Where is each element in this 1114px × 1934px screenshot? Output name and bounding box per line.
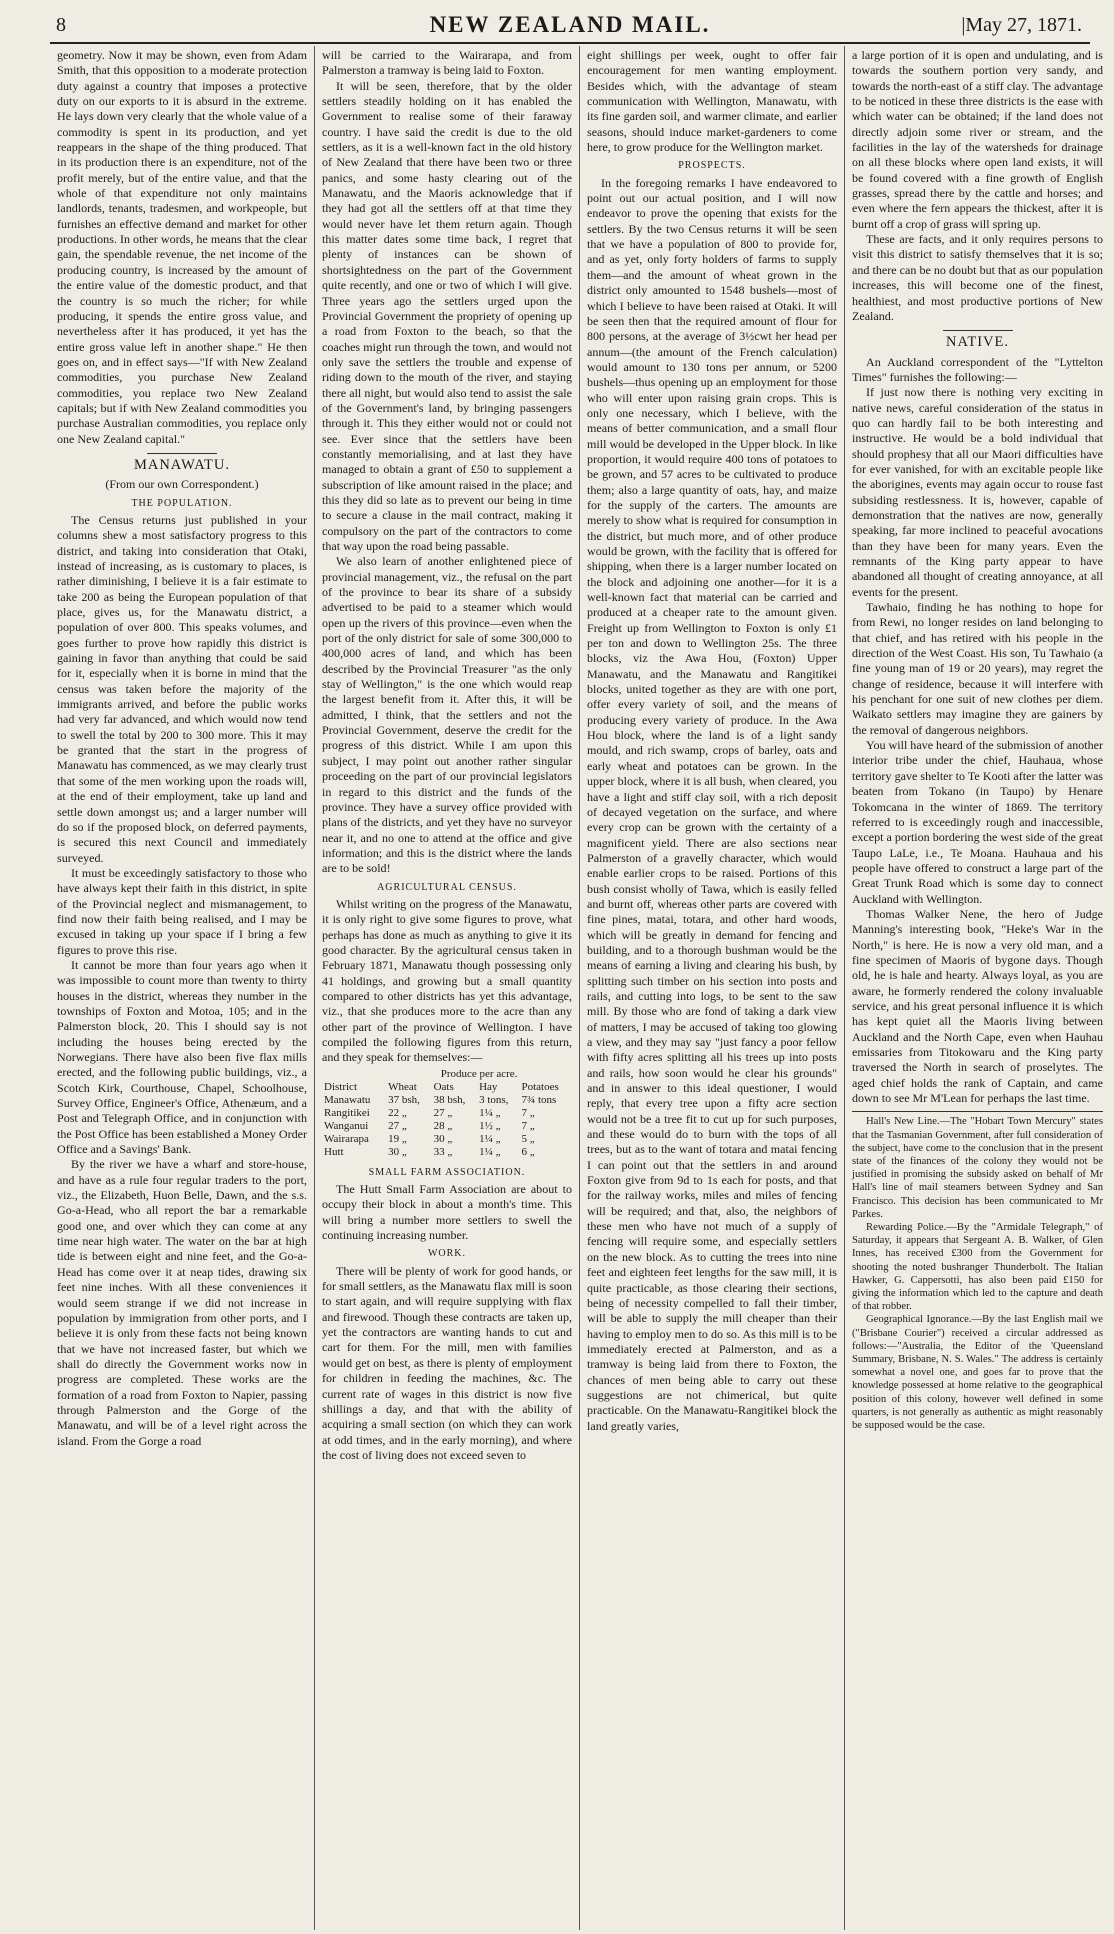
table-cell: 38 bsh, (433, 1093, 466, 1106)
column-2 (315, 46, 580, 1930)
masthead (50, 8, 1090, 44)
subheading: THE POPULATION. (131, 497, 233, 509)
paragraph: We also learn of another enlightened piece of provincial management, viz., the refusal on the part of the province to bear its share of a subsidy advertised to be paid to a steamer which would open up the rivers of this province—even when the port of the only district for sale of some 300,000 to 400,000 acres of land, and which has been described by the Provincial Treasurer "as the only stay of Wellington," is the one which would reap the largest benefit from it. After this, it will be admitted, I think, that the settlers and not the Provincial Government, deserve the credit for the progress of this district. While I am upon this subject, I may point out another rather singular proceeding on the part of our provincial legislators in regard to this district and the funds of the province. They have a survey office provided with plans of the districts, and yet they have no surveyor near it, and no one to attend at the office and give information; and this is the district where the lands are to be sold! (322, 554, 572, 876)
byline: (From our own Correspondent.) (105, 477, 259, 492)
table-cell: 3 tons, (479, 1093, 509, 1106)
column-3 (580, 46, 845, 1930)
column-header: Hay (479, 1080, 498, 1093)
table-cell: 27 „ (433, 1106, 453, 1119)
paragraph: Thomas Walker Nene, the hero of Judge Manning's interesting book, "Heke's War in the North," is here. He is now a very old man, and a fine specimen of Maoris of bygone days. Though old, he is hale and hearty. Always loyal, as you are aware, he formerly rendered the colony invaluable service, and his great personal influence it is which has kept quiet all the Maoris living between Auckland and the North Cape, even when Hauhau emissaries from Titokowaru and the King party traversed the North in search of proselytes. The aged chief holds the rank of Captain, and came down to see Mr M'Lean for perhaps the last time. (852, 906, 1103, 1106)
table-cell: 7 „ (521, 1106, 535, 1119)
table-cell: 30 „ (388, 1145, 407, 1158)
issue-date: |May 27, 1871. (961, 14, 1082, 36)
table-row (322, 1133, 572, 1146)
table-cell: Wairarapa (324, 1132, 369, 1145)
table-cell: 7 „ (521, 1119, 535, 1132)
news-item: Hall's New Line.—The "Hobart Town Mercury" states that the Tasmanian Government, after full consideration of the subject, have come to the conclusion that in the present state of the finances of the colony they would not be justified in promising the subsidy asked on behalf of Mr Hall's line of mail steamers between Sydney and San Francisco. This decision has been communicated to Mr Parkes. (852, 1116, 1103, 1220)
table-cell: 6 „ (521, 1145, 535, 1158)
table-cell: Hutt (324, 1145, 344, 1158)
table-cell: 1¼ „ (479, 1106, 501, 1119)
paragraph: If just now there is nothing very exciting in native news, careful consideration of the status in quo can hardly fail to be both interesting and instructive. He would be a bold individual that should prophesy that all our Maori difficulties have for ever vanished, for with an excitable people like the aborigines, events may again occur to rouse fast subsiding restlessness. It is, however, capable of demonstration that the natives are now, generally speaking, far more inclined to peaceful avocations than they have been for many years. Even the remnants of the King party appear to have abandoned all thought of creating annoyance, at all events for the present. (852, 385, 1103, 599)
paragraph: The Census returns just published in your columns shew a most satisfactory progress to this district, and taking into consideration that Otaki, instead of increasing, as is customary to places, is rather diminishing, I believe it is a fair estimate to take 200 as being the European population of that place, gives us, for the Manawatu district, a population of over 800. This speaks volumes, and goes further to prove how rapidly this district is gaining in favor than anything that could be said for it, especially when it is borne in mind that the census was taken before the majority of the immigrants arrived, and before the public works had very far advanced, and which would now tend to swell the total by 200 to 300 more. This it may be granted that the start in the progress of Manawatu has commenced, as we may clearly trust that some of the men working upon the roads will, at the end of their employment, take up land and settle down amongst us; and a larger number will do so if the proposed block, on deferred payments, is secured this next Council and immediately surveyed. (57, 512, 307, 865)
paragraph: By the river we have a wharf and store-house, and have as a rule four regular traders to the port, viz., the Elizabeth, Huon Belle, Dawn, and the s.s. Go-a-Head, who all report the bar a remarkable good one, and over which they can come at any time near high water. The water on the bar at high tide is between eight and nine feet, and the Go-a-Head has come over it at neap tides, drawing six feet nine inches. With all these conveniences it would seem strange if we did not increase in population by immigration from other ports, and I believe it is only from these facts not being known that we have not increased faster, but which we shall do directly the Government works now in progress are completed. These works are the formation of a road from Foxton to Napier, passing through Palmerston and the Gorge of the Manawatu, and will be of a level right across the island. From the Gorge a road (57, 1157, 307, 1448)
column-1 (50, 46, 315, 1930)
column-header: Potatoes (521, 1080, 559, 1093)
table-row (322, 1120, 572, 1133)
paragraph: It cannot be more than four years ago when it was impossible to count more than twenty to thirty houses in the district, whereas they number in the townships of Foxton and Motoa, 105; and in the Palmerston block, 20. This I should say is not including the houses being erected by the Norwegians. There have also been five flax mills erected, and the following public buildings, viz., a Scotch Kirk, Courthouse, Chapel, Schoolhouse, Survey Office, Engineer's Office, Athenæum, and a Post and Telegraph Office, and in conjunction with the Post Office has been established a Money Order Office and a Savings' Bank. (57, 957, 308, 1157)
paragraph: You will have heard of the submission of another interior tribe under the chief, Hauhaua, whose territory gave shelter to Te Kooti after the latter was beaten from Tokano (in Taupo) by Henare Tokomcana in the winter of 1869. The territory referred to is exceedingly rough and inaccessible, except a portion bordering the west side of the great Taupo LaLe, i.e., Te Moana. Hauhaua and his people have offered to construct a large part of the Great Trunk Road which is some day to connect Auckland with Wellington. (852, 738, 1104, 906)
table-cell: 27 „ (388, 1119, 407, 1132)
column-4 (845, 46, 1110, 1930)
paragraph: In the foregoing remarks I have endeavored to point out our actual position, and I will now endeavor to prove the opening that exists for the settlers. By the two Census returns it will be seen that we have a population of 800 to provide for, and as yet, only forty holders of farms to supply them—and the amount of wheat grown in the district only amounted to 1548 bushels—most of which I believe to have been raised at Otaki. It will be seen then that the required amount of flour for 800 persons, at the average of 3½cwt her head per annum—(the amount of the French calculation) would amount to 130 tons per annum, or 5200 bushels—thus opening up an employment for those who will enter upon raising grain crops. This is only one necessary, which I believe, with the means of better communication, and a small flour mill would be developed in the Upper block. In like proportion, it would require 400 tons of potatoes to be grown, and 57 acres to be cultivated to produce them; also a large quantity of oats, hay, and maize for the supply of the carters. The amounts are merely to show what is required for consumption in the district, but much more, and of other produce would be grown, with the facility that is offered for shipping, when there is a larger number located on the block and adjoining one another—for it is a well-known fact that material can be carried and produced at a cheaper rate to the amount given. Freight up from Wellington to Foxton is only £1 per ton and down to Wellington 25s. The three blocks, viz the Awa Hou, (Foxton) Upper Manawatu, and the Manawatu and Rangitikei blocks, united together as they are with one port, offer every variety of soil, and the means of producing every variety of produce. In the Awa Hou block, where the land is of a light sandy mould, and rich swamp, crops of barley, oats and early wheat and potatoes can be grown. In the upper block, where it is all bush, when cleared, you have a light and stiff clay soil, with a rich deposit of decayed vegetation on the surface, and where every crop can be grown with the certainty of a magnificent yield. There are also sections near Palmerston of a gravelly character, which would enable earlier crops to be raised. Portions of this bush consist wholly of Tawa, which is easily felled and burnt off, whereas other parts are covered with fine pines, matai, totara, and other hard woods, which will be greatly in demand for fencing and building, and to a thorough bushman would be the means of earning a living and clearing his bush, by splitting such timber on his section into posts and rails, and cutting into logs, to be sent to the saw mill. By those who are fond of taking a dark view of matters, I may be accused of taking too glowing a view, and they may say "just fancy a poor fellow with fifty acres splitting all his trees up into posts and rails, how soon would he clear his grounds" and in answer to this ideal questioner, I would reply, that every tree upon a fifty acre section would not be a tree fit to cut up for such purposes, and these would do to burn with the tops of all trees, but as to the want of totara and matai fencing I can point out that the settlers in and around Foxton give from 9d to 1s each for posts, and that for the railway works, miles and miles of fencing will be required; and that, also, the neighbors of these men who have not much of a supply of fencing will require some, and especially settlers on the new block. As to cutting the trees into nine feet and eighteen feet lengths for the saw mill, it is quite practicable, as those clearing their sections, being of necessity compelled to fall their timber, will be able to supply the mill cheaper than their having to employ men to do so. As this mill is to be immediately erected at Palmerston, and as a tramway is being laid from there to Foxton, the chances of men being able to carry out these suggestions are not chimerical, but quite practicable. On the Manawatu-Rangitikei block the land greatly varies, (587, 175, 837, 1433)
divider (852, 1111, 1103, 1112)
table-row (322, 1146, 572, 1159)
table-caption: Produce per acre. (440, 1067, 518, 1080)
subheading: PROSPECTS. (678, 160, 746, 172)
subheading: SMALL FARM ASSOCIATION. (368, 1166, 526, 1178)
table-row (322, 1094, 572, 1107)
news-item: Geographical Ignorance.—By the last English mail we ("Brisbane Courier") received a circular addressed as follows:—"Australia, the Editor of the 'Queensland Summary, Brisbane, N. S. Wales." The address is certainly somewhat a novel one, and goes far to prove that the knowledge possessed at home relative to the geographical position of this colony, however well defined in some quarters, is not generally as authentic as might reasonably be supposed would be the case. (852, 1314, 1103, 1432)
paragraph: Whilst writing on the progress of the Manawatu, it is only right to give some figures to prove, what perhaps has done as much as anything to give it its good character. By the agricultural census taken in February 1871, Manawatu though possessing only 41 holdings, and growing but a small quantity compared to other districts has yet this advantage, viz., that she produces more to the acre than any other part of the province of Wellington. I have compiled the following figures from this return, and they speak for themselves:— (322, 896, 572, 1065)
paragraph: The Hutt Small Farm Association are about to occupy their block in about a month's time. This will bring a number more settlers to swell the continuing increasing number. (322, 1182, 572, 1243)
page-number: 8 (56, 14, 66, 36)
section-heading-native: NATIVE. (946, 334, 1009, 351)
table-cell: Rangitikei (324, 1106, 370, 1119)
paragraph: There will be plenty of work for good hands, or for small settlers, as the Manawatu flax mill is soon to start again, and will require supplying with flax and firewood. Though these contracts are taken up, yet the contractors are wanting hands to cut and cart for them. For the mill, men with families would get on best, as there is plenty of employment for children in feeding the machines, &c. The current rate of wages in this district is now five shillings a day, and that with the ability of acquiring a small section (on which they can work at odd times, and in the early morning), and where the cost of living does not exceed seven to (322, 1263, 572, 1462)
subheading: WORK. (427, 1248, 467, 1260)
news-item: Rewarding Police.—By the "Armidale Telegraph," of Saturday, it appears that Sergeant A. B. Walker, of Glen Innes, has received £300 from the Government for shooting the noted bushranger Thunderbolt. The Italian Hawker, G. Cappersotti, has also been paid £150 for giving the information which led to the capture and death of that robber. (852, 1222, 1103, 1313)
paragraph: Tawhaio, finding he has nothing to hope for from Rewi, no longer resides on land belonging to that chief, and has retired with his people in the direction of the West Coast. His son, Tu Tawhaio (a fine young man of 19 or 20 years), may regret the change of residence, because it will interfere with his penchant for one suit of new clothes per diem. Waikato settlers may imagine they are gainers by the removal of dangerous neighbors. (852, 600, 1103, 737)
table-cell: 1¼ „ (479, 1145, 501, 1158)
table-cell: 37 bsh, (388, 1093, 420, 1106)
table-cell: 5 „ (521, 1132, 535, 1145)
table-cell: 28 „ (433, 1119, 453, 1132)
table-cell: 1½ „ (479, 1119, 501, 1132)
subheading: AGRICULTURAL CENSUS. (377, 881, 517, 893)
paragraph: geometry. Now it may be shown, even from Adam Smith, that this opposition to a moderate protection duty against a country that imposes a protective duty on our exports to it is absurd in the extreme. He lays down very clearly that the whole value of a commodity is spent in its production, and yet reappears in the shape of the thing produced. That in its production there is an expenditure, not of the profit merely, but of the entire value, and that the whole of that expenditure not only maintains landlords, tenants, tradesmen, and workpeople, but furnishes an effective demand and market for other productions. In other words, he means that the clear gain, the spendable revenue, the net income of the producing country, is increased by the amount of the entire value of the domestic product, and that the country is so much the richer; for while producing, it spends the entire gross value, and nevertheless after it has produced, it yet has the entire gross value left in another shape." He then goes on, and in effect says—"If with New Zealand commodities, you purchase New Zealand commodities, you replace two New Zealand capitals; but if with New Zealand commodities you purchase Australian commodities, you replace only one New Zealand capital." (57, 48, 307, 446)
table-cell: 1¼ „ (479, 1132, 501, 1145)
table-row (322, 1107, 572, 1120)
table-cell: 22 „ (388, 1106, 407, 1119)
column-header: District (324, 1080, 357, 1093)
divider (147, 453, 217, 454)
divider (943, 330, 1013, 331)
paragraph: It must be exceedingly satisfactory to those who have always kept their faith in this district, in spite of the Provincial neglect and mismanagement, to find now their faith being realised, and I may be excused in taking up your space if I bring a few figures to prove this rise. (57, 865, 307, 957)
paragraph: These are facts, and it only requires persons to visit this district to satisfy themselves that it is so; and there can be no doubt but that as our population increases, this will become one of the finest, healthiest, and most productive portions of New Zealand. (852, 232, 1103, 323)
paragraph: An Auckland correspondent of the "Lyttelton Times" furnishes the following:— (852, 354, 1103, 384)
table-cell: Wanganui (324, 1119, 369, 1132)
column-header: Wheat (388, 1080, 417, 1093)
table-cell: 30 „ (433, 1132, 453, 1145)
table-header-row (322, 1081, 572, 1094)
table-cell: 33 „ (433, 1145, 453, 1158)
section-heading-manawatu: MANAWATU. (133, 456, 231, 473)
paragraph: a large portion of it is open and undulating, and is towards the southern portion very sandy, and towards the north-east of a stiff clay. The advantage to be noticed in these three districts is the ease with which water can be obtained; if the land does not directly adjoin some river or stream, and the facilities in the lay of the watersheds for drainage on all these blocks where open land exists, it will be found covered with a fine growth of English grasses, spread there by the cattle and horses; and even where the fern appears the thickest, after it is burnt off a crop of grass will spring up. (852, 48, 1103, 231)
table-cell: 7¾ tons (521, 1093, 557, 1106)
newspaper-title: NEW ZEALAND MAIL. (429, 12, 711, 37)
table-cell: 19 „ (388, 1132, 407, 1145)
column-header: Oats (433, 1080, 454, 1093)
census-table (322, 1068, 572, 1159)
article-columns (50, 46, 1110, 1930)
paragraph: It will be seen, therefore, that by the older settlers steadily holding on it has enabled the Government to realise some of their faraway country. I have said the credit is due to the old settlers, as it is a well-known fact in the old history of New Zealand that there have been two or three panics, and some hasty clearing out of the Manawatu, and the Maoris acknowledge that if they had got all the settlers off at that time they would never have let them return again. Though this matter dates some time back, I regret that plenty of instances can be shown of shortsightedness on the part of the Government quite recently, and one or two of which I will give. Three years ago the settlers urged upon the Provincial Government the propriety of opening up a road from Foxton to the beach, so that the coaches might run through the town, and would not only save the settlers the trouble and expense of riding down to the mouth of the river, and staying there all night, but would also tend to assist the sale of the Government's land, by bringing passengers through it. This they either would not or could not see. Ever since that the settlers have been constantly memorialising, and at last they have managed to obtain a grant of £50 to supplement a subscription of like amount raised in the place; and this they did so late as to prevent our being in time to secure a clause in the mail contract, making it compulsory on the part of the contractors to come that way upon the road being passable. (322, 78, 572, 553)
paragraph: eight shillings per week, ought to offer fair encouragement for men wanting employment. Besides which, with the advantage of steam communication with Wellington, Manawatu, with its fine garden soil, and warmer climate, and earlier seasons, should induce market-gardeners to come here, to grow produce for the Wellington market. (587, 48, 837, 155)
table-cell: Manawatu (324, 1093, 371, 1106)
paragraph: will be carried to the Wairarapa, and from Palmerston a tramway is being laid to Foxton. (322, 48, 572, 78)
